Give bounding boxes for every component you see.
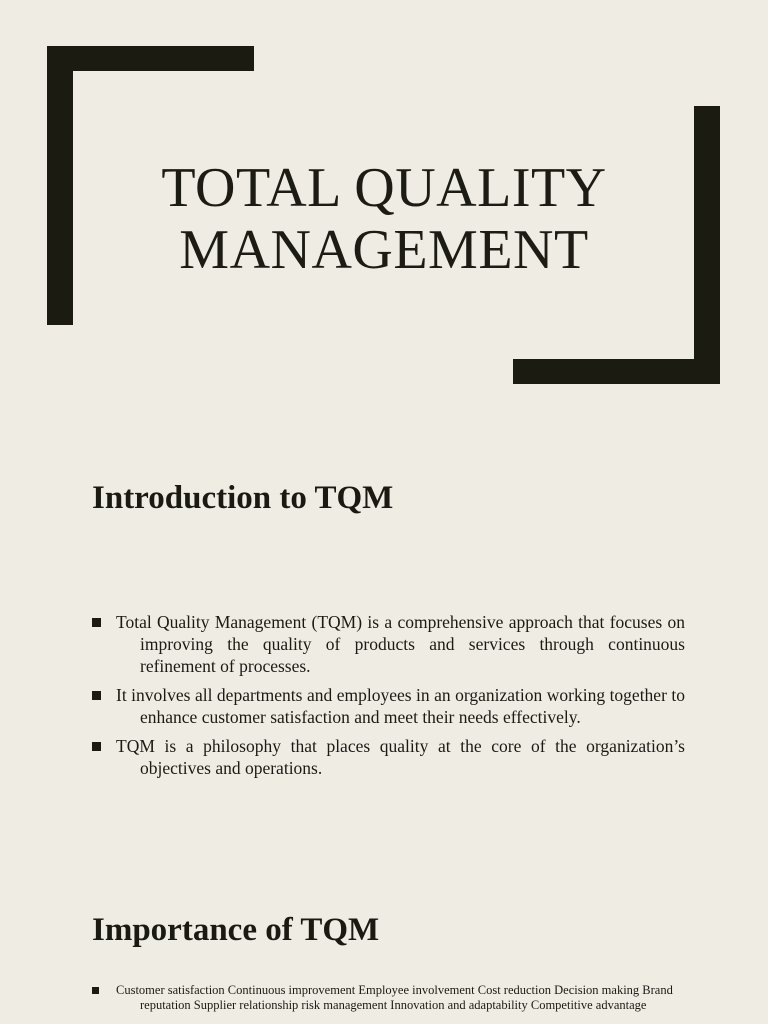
square-bullet-icon [92, 987, 99, 994]
frame-bottom-right-horizontal [513, 359, 720, 384]
introduction-bullet [92, 735, 685, 779]
introduction-bullet-list [92, 611, 685, 786]
importance-bullet [92, 983, 685, 1013]
importance-bullet-text: Customer satisfaction Continuous improvement Employee involvement Cost reduction Decision making Brand reputation Supplier relationship risk management Innovation and adaptability Competitive advantage [116, 983, 673, 1012]
page-title-line-2: MANAGEMENT [179, 219, 589, 281]
introduction-bullet [92, 684, 685, 728]
square-bullet-icon [92, 691, 101, 700]
square-bullet-icon [92, 618, 101, 627]
introduction-bullet-text: TQM is a philosophy that places quality at the core of the organization’s objectives and operations. [116, 736, 685, 778]
page-title-line-1: TOTAL QUALITY [161, 157, 607, 219]
introduction-heading: Introduction to TQM [92, 480, 394, 516]
importance-heading: Importance of TQM [92, 912, 380, 948]
frame-top-left-horizontal [47, 46, 254, 71]
introduction-bullet-text: It involves all departments and employees in an organization working together to enhance customer satisfaction and meet their needs effectively. [116, 685, 685, 727]
introduction-bullet-text: Total Quality Management (TQM) is a comprehensive approach that focuses on improving the quality of products and services through continuous refinement of processes. [116, 612, 685, 676]
importance-bullet-list [92, 983, 685, 1020]
square-bullet-icon [92, 742, 101, 751]
introduction-bullet [92, 611, 685, 677]
